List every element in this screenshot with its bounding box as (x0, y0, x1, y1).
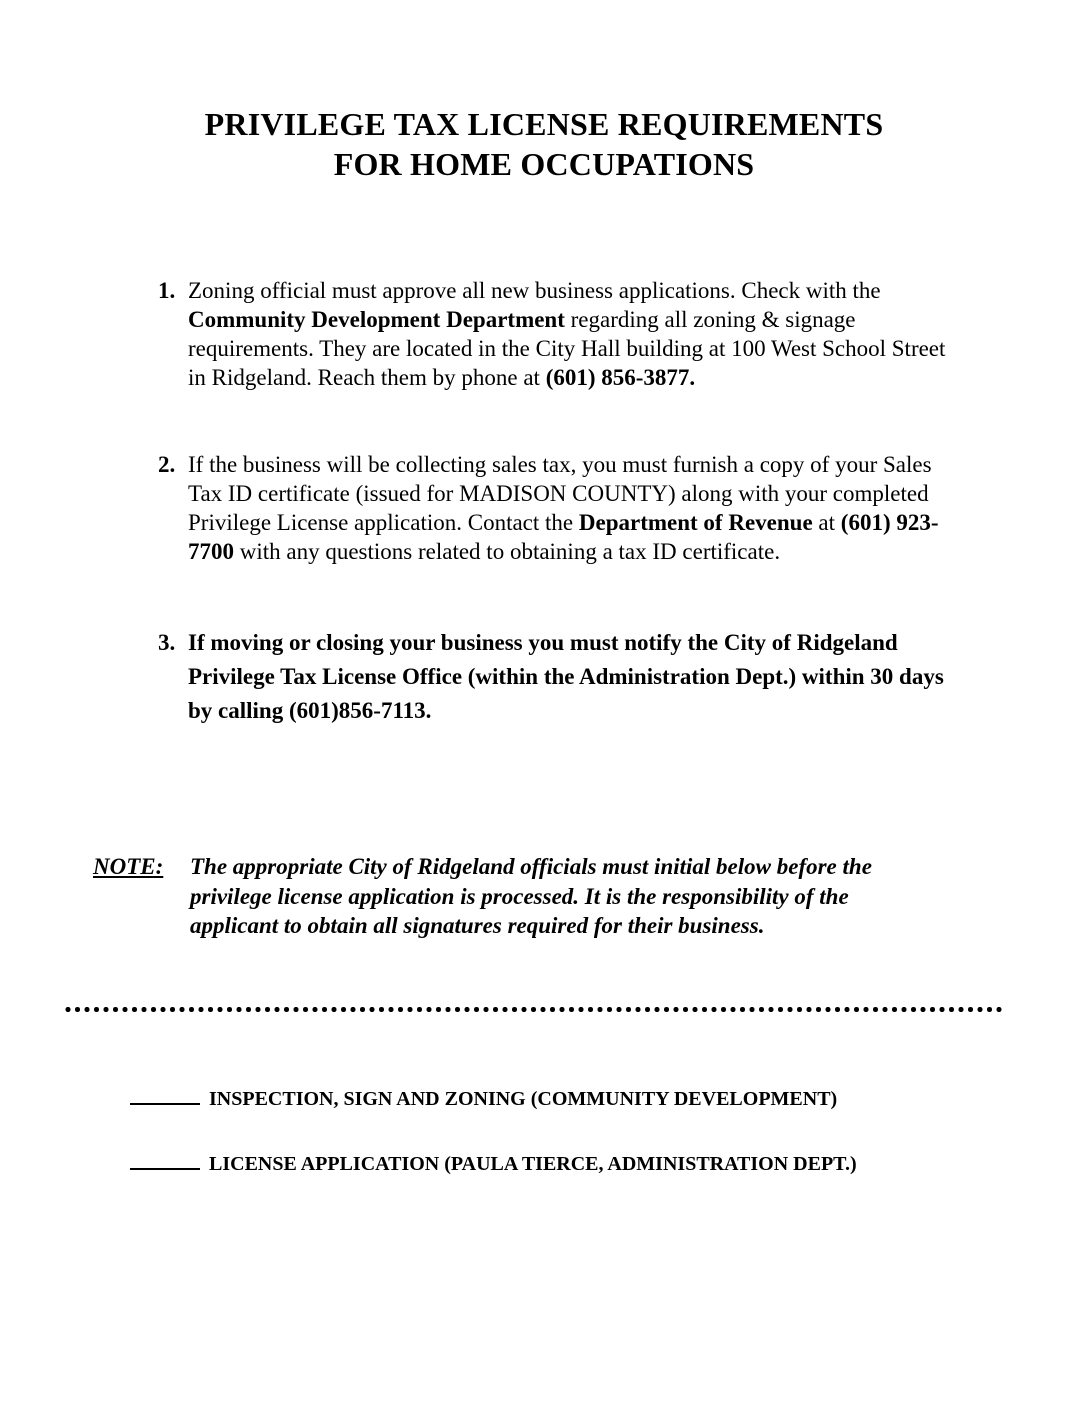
list-item-3 (158, 626, 966, 728)
note-label: NOTE: (93, 854, 164, 879)
list-item-1 (158, 276, 966, 392)
note-block (93, 852, 933, 941)
initial-blank-line (130, 1148, 200, 1170)
text-segment: regarding all zoning & signage requirements. They are located in the City Hall building at 100 West School Street in Ridgeland. Reach them by phone at (188, 307, 946, 390)
list-item-text (188, 276, 966, 392)
signature-label: LICENSE APPLICATION (PAULA TIERCE, ADMINISTRATION DEPT.) (209, 1153, 857, 1175)
text-segment: Community Development Department (188, 307, 565, 332)
signature-label: INSPECTION, SIGN AND ZONING (COMMUNITY DEVELOPMENT) (209, 1088, 838, 1110)
text-segment: at (812, 510, 841, 535)
text-segment: with any questions related to obtaining a tax ID certificate. (234, 539, 781, 564)
list-item-text (188, 626, 966, 728)
note-text: The appropriate City of Ridgeland officials must initial below before the privilege license application is processed. It is the responsibility of the applicant to obtain all signatures required for their business. (190, 854, 872, 938)
initial-blank-line (130, 1083, 200, 1105)
dotted-separator (64, 1005, 1002, 1014)
page-title-line-1: PRIVILEGE TAX LICENSE REQUIREMENTS (204, 106, 884, 142)
page-title (0, 104, 1088, 184)
list-item-text (188, 450, 966, 566)
list-item-number: 3. (158, 630, 176, 655)
text-segment: (601) 856-3877. (545, 365, 696, 390)
list-item-number: 2. (158, 452, 176, 477)
text-segment: If the business will be collecting sales tax, you must furnish a copy of your Sales Tax ID certificate (issued for MADISON COUNTY) along with your completed Privilege License application. Contact the (188, 452, 932, 535)
text-segment: If moving or closing your business you must notify the City of Ridgeland Privilege Tax License Office (within the Administration Dept.) within 30 days by calling (601)856-7113. (188, 630, 944, 723)
list-item-2 (158, 450, 966, 566)
signature-row-inspection (130, 1083, 837, 1111)
signature-row-license (130, 1148, 857, 1176)
page-title-line-2: FOR HOME OCCUPATIONS (333, 146, 755, 182)
text-segment: Department of Revenue (578, 510, 813, 535)
list-item-number: 1. (158, 278, 176, 303)
text-segment: (601) 923-7700 (188, 510, 939, 564)
text-segment: Zoning official must approve all new business applications. Check with the (188, 278, 881, 303)
